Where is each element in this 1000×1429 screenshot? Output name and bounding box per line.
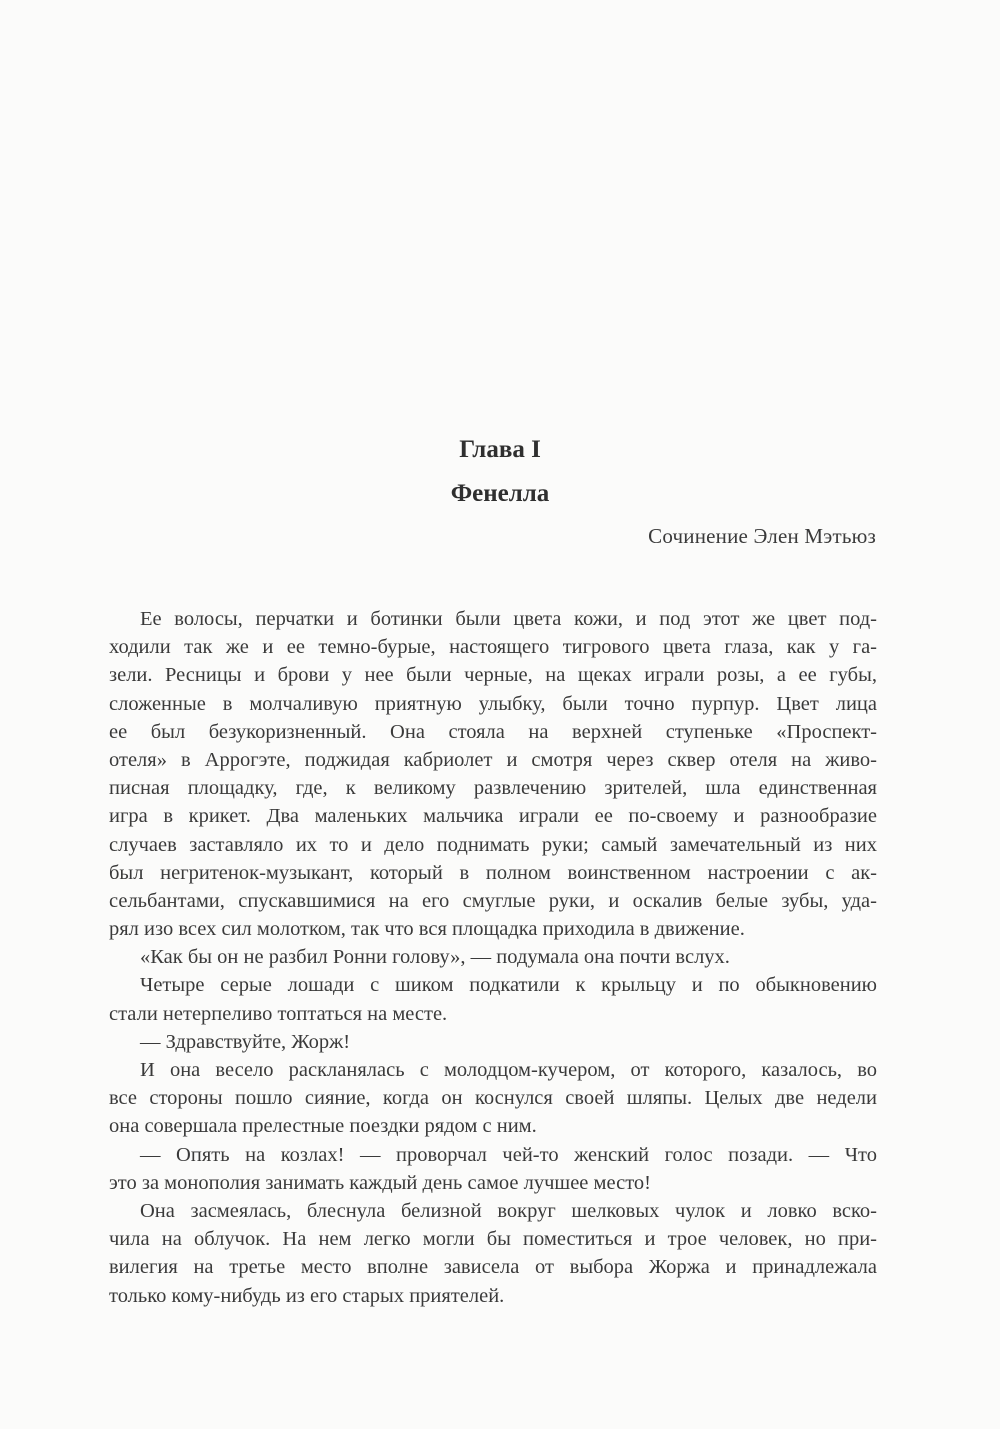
text-line: отеля» в Аррогэте, поджидая кабриолет и смотря через сквер отеля на живо- [109,748,877,771]
text-line: только кому-нибудь из его старых приятелей. [109,1284,505,1307]
text-line: стали нетерпеливо топтаться на месте. [109,1002,448,1025]
text-line: сложенные в молчаливую приятную улыбку, были точно пурпур. Цвет лица [109,692,877,715]
text-line: И она весело раскланялась с молодцом-кучером, от которого, казалось, во [140,1059,877,1081]
text-line: был негритенок-музыкант, который в полном воинственном настроении с ак- [109,861,877,884]
text-line: чила на облучок. На нем легко могли бы поместиться и трое человек, но при- [109,1228,877,1251]
text-line: Ее волосы, перчатки и ботинки были цвета кожи, и под этот же цвет под- [140,608,877,630]
text-line: она совершала прелестные поездки рядом с ним. [109,1115,537,1138]
text-line: случаев заставляло их то и дело поднимать руки; самый замечательный из них [109,833,877,856]
text-line: все стороны пошло сияние, когда он коснулся своей шляпы. Целых две недели [109,1087,877,1110]
text-line: вилегия на третье место вполне зависела от выбора Жоржа и принадлежала [109,1256,877,1279]
text-line: игра в крикет. Два маленьких мальчика играли ее по-своему и разнообразие [109,805,877,828]
text-line: — Здравствуйте, Жорж! [140,1030,351,1053]
text-line: Она засмеялась, блеснула белизной вокруг шелковых чулок и ловко вско- [140,1199,877,1222]
text-line: ее был безукоризненный. Она стояла на верхней ступеньке «Проспект- [109,720,877,743]
text-line: сельбантами, спускавшимися на его смуглые руки, и оскалив белые зубы, уда- [109,889,877,912]
text-line: зели. Ресницы и брови у нее были черные, на щеках играли розы, а ее губы, [109,664,877,687]
text-line: Четыре серые лошади с шиком подкатили к крыльцу и по обыкновению [140,974,877,997]
chapter-title: Фенелла [450,480,550,507]
text-line: рял изо всех сил молотком, так что вся площадка приходила в движение. [109,918,745,941]
body-text [109,605,877,1310]
text-line: «Как бы он не разбил Ронни голову», — подумала она почти вслух. [140,946,730,969]
text-line: это за монополия занимать каждый день самое лучшее место! [109,1171,651,1194]
text-line: ходили так же и ее темно-бурые, настоящего тигрового цвета глаза, как у га- [109,636,877,659]
chapter-number: Глава I [459,436,541,463]
text-line: — Опять на козлах! — проворчал чей-то женский голос позади. — Что [140,1143,877,1166]
author-credit: Сочинение Элен Мэтьюз [648,524,876,548]
text-line: писная площадку, где, к великому развлечению зрителей, шла единственная [109,777,877,800]
